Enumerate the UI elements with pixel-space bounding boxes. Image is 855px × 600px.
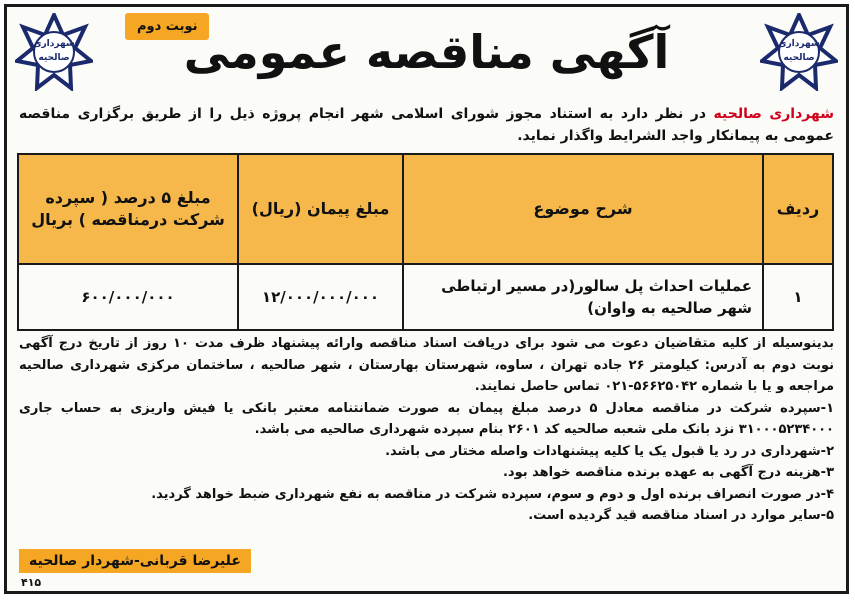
condition-item-3: ۳-هزینه درج آگهی به عهده برنده مناقصه خواهد بود. (502, 465, 834, 480)
header-deposit-amount: مبلغ ۵ درصد ( سپرده شرکت درمناقصه ) بریال (18, 154, 238, 264)
page-code: ۴۱۵ (21, 576, 42, 589)
logo-line1: شهرداری (33, 39, 75, 49)
header-row-number: ردیف (763, 154, 833, 264)
logo-line2: صالحیه (38, 53, 70, 63)
intro-text: در نظر دارد به استناد مجوز شورای اسلامی شهر انجام پروژه ذیل را از طریق برگزاری مناقصه عمومی به پیمانکار واجد الشرایط واگذار نماید. (19, 106, 834, 144)
condition-item-1: ۱-سپرده شرکت در مناقصه معادل ۵ درصد مبلغ پیمان به صورت ضمانتنامه معتبر بانکی یا فیش واریزی به حساب جاری ۳۱۰۰۰۵۲۳۴۰۰۰ نزد بانک ملی شعبه صالحیه کد ۲۶۰۱ بنام سپرده شهرداری صالحیه می باشد. (19, 400, 835, 437)
municipality-logo-left (15, 13, 93, 91)
condition-item-5: ۵-سایر موارد در اسناد مناقصه قید گردیده است. (528, 508, 834, 523)
notice-title: آگهی مناقصه عمومی (183, 25, 670, 79)
logo-line2: صالحیه (783, 53, 815, 63)
signature-box: علیرضا قربانی-شهردار صالحیه (19, 549, 251, 573)
header-contract-amount: مبلغ پیمان (ریال) (238, 154, 403, 264)
cell-deposit-amount: ۶۰۰/۰۰۰/۰۰۰ (18, 264, 238, 330)
condition-item-2: ۲-شهرداری در رد یا قبول یک یا کلیه پیشنهادات واصله مختار می باشد. (385, 443, 834, 459)
logo-line1: شهرداری (778, 39, 820, 49)
table-row (18, 264, 833, 330)
organization-name: شهرداری صالحیه (713, 106, 834, 122)
tender-table (17, 153, 834, 331)
municipality-logo-right (760, 13, 838, 91)
round-badge: نوبت دوم (125, 13, 209, 40)
condition-item-4: ۴-در صورت انصراف برنده اول و دوم و سوم، سپرده شرکت در مناقصه به نفع شهرداری ضبط خواهد گردید. (151, 486, 834, 502)
intro-paragraph (19, 103, 834, 147)
cell-subject: عملیات احداث پل سالور(در مسیر ارتباطی شهر صالحیه به واوان) (403, 264, 763, 330)
tender-notice (4, 4, 849, 594)
cell-row-number: ۱ (763, 264, 833, 330)
header-subject: شرح موضوع (403, 154, 763, 264)
cell-contract-amount: ۱۲/۰۰۰/۰۰۰/۰۰۰ (238, 264, 403, 330)
invitation-paragraph: بدینوسیله از کلیه متقاضیان دعوت می شود برای دریافت اسناد مناقصه وارائه پیشنهاد ظرف مدت ۱۰ روز از تاریخ درج آگهی نوبت دوم به آدرس: کیلومتر ۲۶ جاده تهران ، ساوه، شهرستان بهارستان ، شهر صالحیه ، ساختمان مرکزی شهرداری صالحیه مراجعه و یا با شماره ۵۶۶۲۵۰۴۲-۰۲۱ تماس حاصل نمایند. (19, 336, 835, 394)
notice-body (19, 333, 834, 527)
table-header-row (18, 154, 833, 264)
